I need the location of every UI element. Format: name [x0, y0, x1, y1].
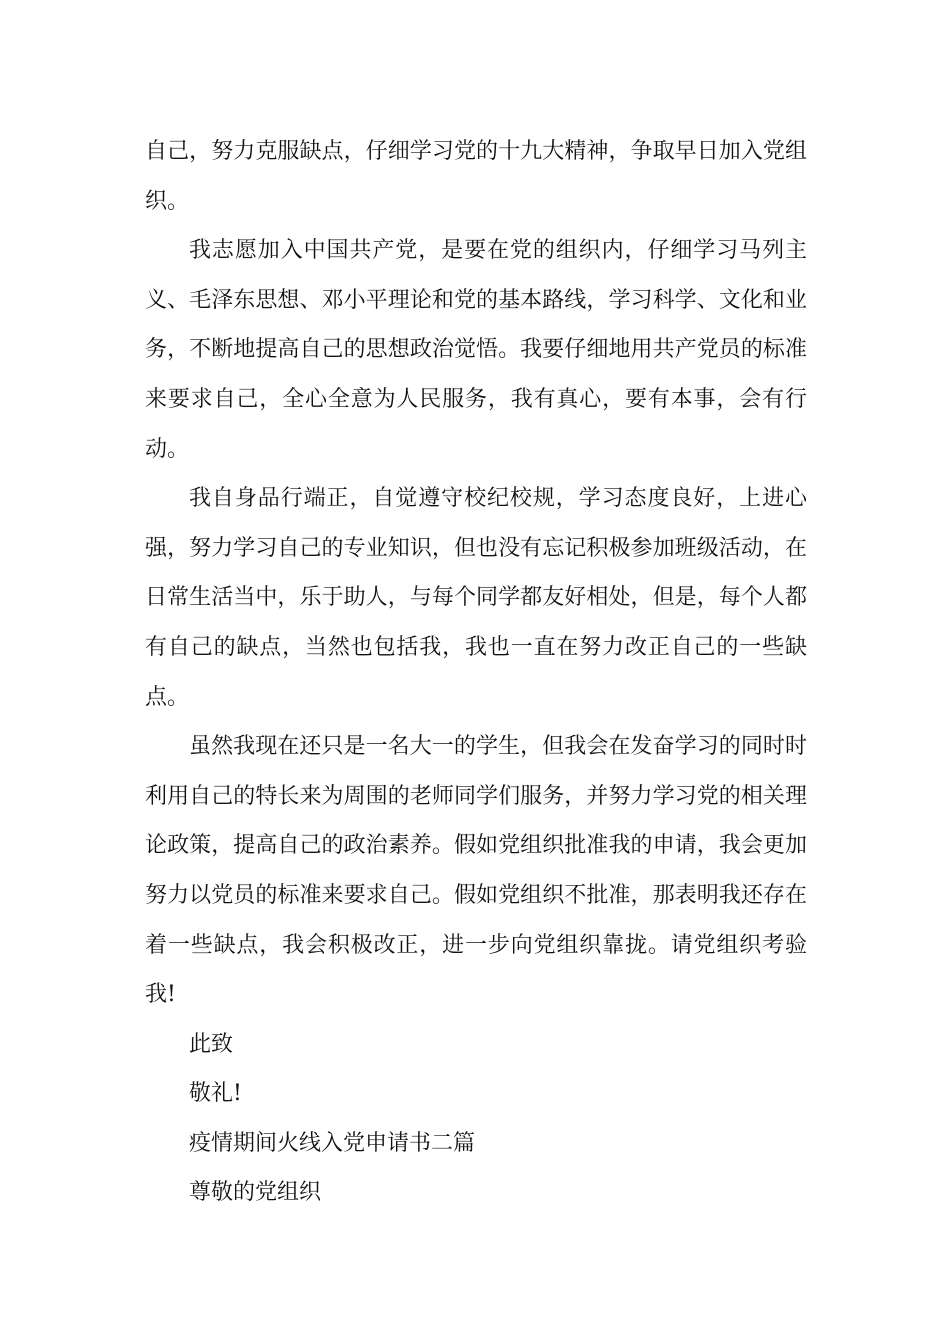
salutation: 尊敬的党组织	[189, 1180, 322, 1206]
paragraph-volunteer: 我志愿加入中国共产党，是要在党的组织内，仔细学习马列主义、毛泽东思想、邓小平理论和党的基本路线，学习科学、文化和业务，不断地提高自己的思想政治觉悟。我要仔细地用共产党员的标准来要求自己，全心全意为人民服务，我有真心，要有本事，会有行动。	[145, 238, 807, 462]
document-body	[145, 127, 807, 1218]
paragraph-commitment: 虽然我现在还只是一名大一的学生，但我会在发奋学习的同时时利用自己的特长来为周围的老师同学们服务，并努力学习党的相关理论政策，提高自己的政治素养。假如党组织批准我的申请，我会更加努力以党员的标准来要求自己。假如党组织不批准，那表明我还存在着一些缺点，我会积极改正，进一步向党组织靠拢。请党组织考验我!	[145, 734, 807, 1008]
closing-cizhi: 此致	[189, 1031, 234, 1057]
paragraph-self-assessment: 我自身品行端正，自觉遵守校纪校规，学习态度良好，上进心强，努力学习自己的专业知识，但也没有忘记积极参加班级活动，在日常生活当中，乐于助人，与每个同学都友好相处，但是，每个人都有自己的缺点，当然也包括我，我也一直在努力改正自己的一些缺点。	[145, 486, 807, 710]
next-section-title: 疫情期间火线入党申请书二篇	[189, 1130, 476, 1156]
closing-jingli: 敬礼!	[189, 1081, 242, 1107]
paragraph-continuation: 自己，努力克服缺点，仔细学习党的十九大精神，争取早日加入党组织。	[145, 139, 807, 214]
